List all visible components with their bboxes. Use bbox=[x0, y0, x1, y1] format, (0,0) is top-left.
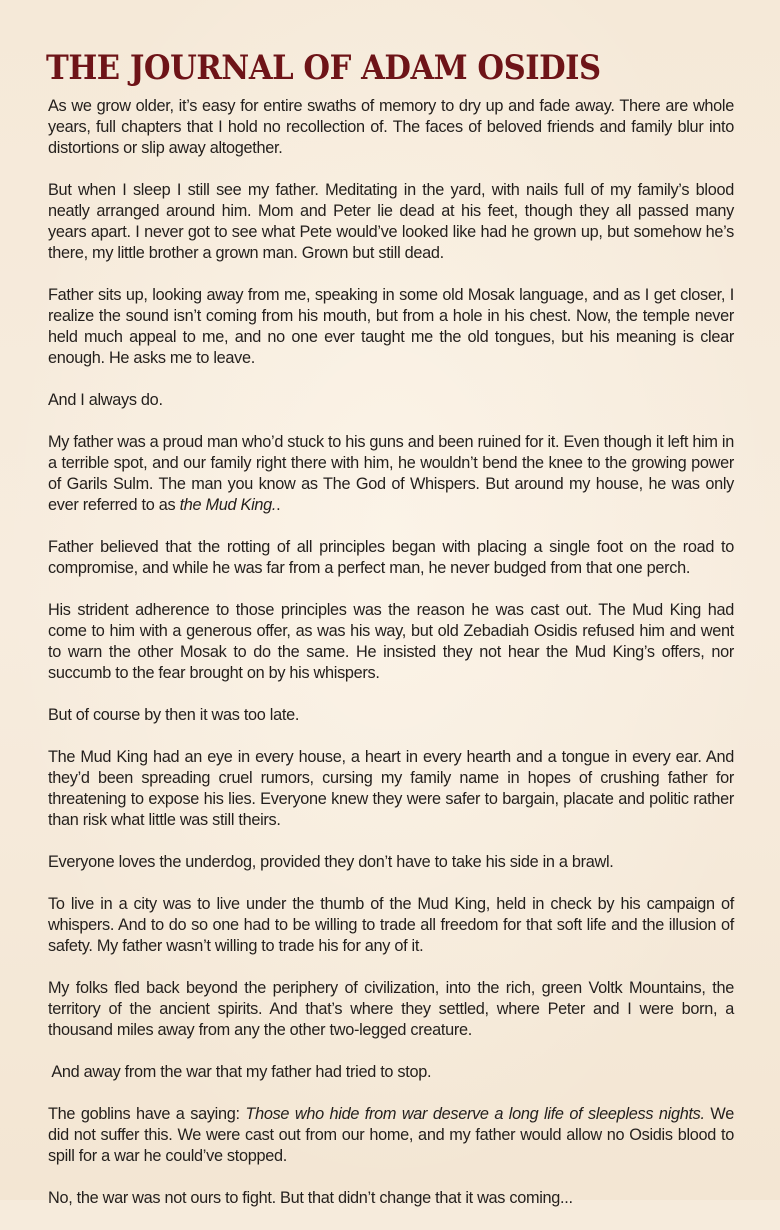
paragraph-text: Father believed that the rotting of all principles began with placing a single foot on the road to compromise, and while he was far from a perfect man, he never budged from that one perch. bbox=[48, 538, 734, 577]
paragraph-text: Everyone loves the underdog, provided they don’t have to take his side in a brawl. bbox=[48, 853, 614, 871]
page-title: THE JOURNAL OF ADAM OSIDIS bbox=[46, 48, 601, 88]
paragraph bbox=[48, 1062, 734, 1083]
paragraph-text: His strident adherence to those principles was the reason he was cast out. The Mud King had come to him with a generous offer, as was his way, but old Zebadiah Osidis refused him and went to warn the other Mosak to do the same. He insisted they not hear the Mud King’s offers, nor succumb to the fear brought on by his whispers. bbox=[48, 601, 734, 682]
paragraph bbox=[48, 978, 734, 1041]
paragraph-text: And away from the war that my father had tried to stop. bbox=[48, 1063, 432, 1081]
paragraph bbox=[48, 747, 734, 831]
paragraph bbox=[48, 537, 734, 579]
paragraph bbox=[48, 600, 734, 684]
paragraph-text: My folks fled back beyond the periphery of civilization, into the rich, green Voltk Mountains, the territory of the ancient spirits. And that’s where they settled, where Peter and I were born, a thousand miles away from any the other two-legged creature. bbox=[48, 979, 734, 1039]
journal-body bbox=[48, 96, 734, 1230]
paragraph-italic-text: the Mud King. bbox=[179, 496, 277, 514]
paragraph-text: The Mud King had an eye in every house, a heart in every hearth and a tongue in every ear. And they’d been spreading cruel rumors, cursing my family name in hopes of crushing father for threatening to expose his lies. Everyone knew they were safer to bargain, placate and politic rather than risk what little was still theirs. bbox=[48, 748, 734, 829]
paragraph-text: But of course by then it was too late. bbox=[48, 706, 300, 724]
paragraph-text: My father was a proud man who’d stuck to his guns and been ruined for it. Even though it left him in a terrible spot, and our family right there with him, he wouldn’t bend the knee to the growing power of Garils Sulm. The man you know as The God of Whispers. But around my house, he was only ever referred to as bbox=[48, 433, 734, 514]
paragraph bbox=[48, 285, 734, 369]
paragraph-text: Father sits up, looking away from me, speaking in some old Mosak language, and as I get closer, I realize the sound isn’t coming from his mouth, but from a hole in his chest. Now, the temple never held much appeal to me, and no one ever taught me the old tongues, but his meaning is clear enough. He asks me to leave. bbox=[48, 286, 734, 367]
paragraph bbox=[48, 852, 734, 873]
paragraph-text: As we grow older, it’s easy for entire swaths of memory to dry up and fade away. There are whole years, full chapters that I hold no recollection of. The faces of beloved friends and family blur into distortions or slip away altogether. bbox=[48, 97, 734, 157]
paragraph bbox=[48, 894, 734, 957]
paragraph-italic-text: Those who hide from war deserve a long life of sleepless nights. bbox=[245, 1105, 705, 1123]
paragraph-text: To live in a city was to live under the thumb of the Mud King, held in check by his campaign of whispers. And to do so one had to be willing to trade all freedom for that soft life and the illusion of safety. My father wasn’t willing to trade his for any of it. bbox=[48, 895, 734, 955]
paragraph bbox=[48, 705, 734, 726]
paragraph bbox=[48, 180, 734, 264]
paragraph-text-after: We did not suffer this. We were cast out from our home, and my father would allow no Osidis blood to spill for a war he could’ve stopped. bbox=[48, 1105, 734, 1165]
paragraph-text: The goblins have a saying: bbox=[48, 1105, 246, 1123]
paragraph bbox=[48, 390, 734, 411]
paragraph-text: But when I sleep I still see my father. Meditating in the yard, with nails full of my family’s blood neatly arranged around him. Mom and Peter lie dead at his feet, though they all passed many years apart. I never got to see what Pete would’ve looked like had he grown up, but somehow he’s there, my little brother a grown man. Grown but still dead. bbox=[48, 181, 734, 262]
paragraph-text: No, the war was not ours to fight. But that didn’t change that it was coming... bbox=[48, 1189, 573, 1207]
paragraph-text-after: . bbox=[276, 496, 281, 514]
paragraph bbox=[48, 96, 734, 159]
paragraph bbox=[48, 1104, 734, 1167]
paragraph bbox=[48, 1188, 734, 1209]
paragraph-text: And I always do. bbox=[48, 391, 163, 409]
paragraph bbox=[48, 432, 734, 516]
